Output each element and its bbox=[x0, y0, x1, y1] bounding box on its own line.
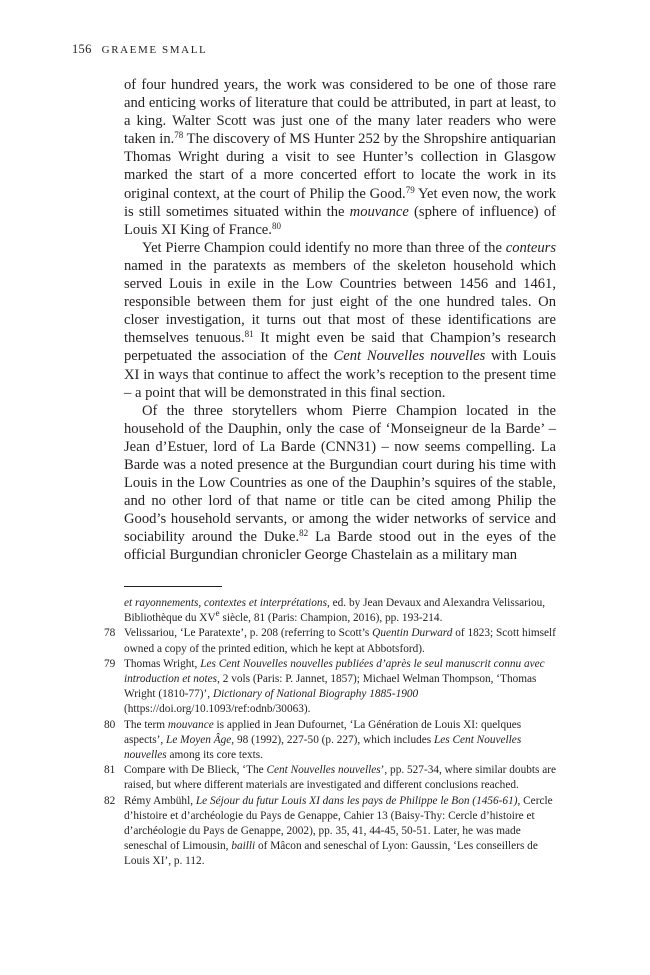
text-run: Yet even now, the work is still sometimes situated within the bbox=[124, 185, 557, 220]
paragraph-3 bbox=[124, 402, 556, 565]
paragraph-2 bbox=[124, 239, 556, 402]
doi-link[interactable]: (https://doi.org/10.1093/ref:odnb/30063). bbox=[124, 703, 311, 716]
text-run: Rémy Ambühl, bbox=[124, 794, 196, 807]
italic-term: bailli bbox=[231, 840, 256, 853]
footnote-ref-79[interactable]: 79 bbox=[405, 184, 415, 195]
footnote-78 bbox=[104, 626, 558, 656]
text-run: The discovery of MS Hunter 252 by the Shropshire antiquarian Thomas Wright during a visit to see Hunter’s collection in Glasgow marked the start of a more concerted effort to locate the work in its original context, at the court of Philip the Good. bbox=[124, 131, 556, 202]
italic-title: Cent Nouvelles nouvelles bbox=[333, 348, 486, 365]
footnote-ref-80[interactable]: 80 bbox=[271, 220, 281, 231]
footnote-ref-81[interactable]: 81 bbox=[244, 329, 254, 340]
running-head bbox=[72, 42, 207, 57]
italic-term: conteurs bbox=[505, 239, 556, 256]
footnote-80 bbox=[104, 718, 558, 764]
text-run: of Mâcon and seneschal of Lyon: Gaussin, ‘Les conseillers de Louis XI’, p. 112. bbox=[124, 840, 538, 868]
text-run: Thomas Wright, bbox=[124, 657, 201, 670]
paragraph-1 bbox=[124, 76, 556, 239]
footnote-rule bbox=[124, 586, 222, 587]
footnote-number: 82 bbox=[104, 794, 116, 807]
text-run: siècle, 81 (Paris: Champion, 2016), pp. 193-214. bbox=[219, 612, 443, 625]
superscript: e bbox=[215, 608, 220, 619]
text-run: Of the three storytellers whom Pierre Champion located in the household of the Dauphin, only the case of ‘Monseigneur de la Barde’ – Jean d’Estuer, lord of La Barde (CNN31) – now seems compelling. La Barde was a noted presence at the Burgundian court during his time with Louis in the Low Countries as one of the Dauphin’s squires of the stable, and no other lord of that name or title can be cited among Philip the Good’s household servants, or among the wider networks of service and sociability around the Duke. bbox=[124, 402, 556, 546]
footnote-number: 81 bbox=[104, 764, 116, 777]
italic-title: Les Cent Nouvelles nouvelles bbox=[124, 733, 522, 762]
italic-title: Quentin Durward bbox=[372, 627, 453, 640]
text-run: , Cercle d’histoire et d’archéologie du Pays de Genappe, Cahier 13 (Baisy-Thy: Cercle d’histoire et d’archéologie du Pays de Genappe, 2002), pp. 35, 41, 44-45, 50-51. Later, he was made seneschal of Limousin, bbox=[124, 794, 553, 853]
body-text bbox=[124, 76, 556, 565]
text-run: Yet Pierre Champion could identify no more than three of the bbox=[142, 239, 506, 256]
page-number: 156 bbox=[72, 42, 92, 56]
italic-term: mouvance bbox=[167, 718, 214, 731]
text-run: among its core texts. bbox=[166, 749, 263, 762]
footnote-82 bbox=[104, 794, 558, 870]
italic-title: Les Cent Nouvelles nouvelles publiées d’après le seul manuscrit connu avec introduction et notes bbox=[124, 657, 545, 686]
footnote-81 bbox=[104, 763, 558, 793]
italic-title: Le Moyen Âge bbox=[166, 733, 232, 746]
italic-title: Le Séjour du futur Louis XI dans les pays de Philippe le Bon (1456-61) bbox=[195, 794, 518, 807]
italic-title: Dictionary of National Biography 1885-1900 bbox=[212, 688, 419, 701]
text-run: , ed. by Jean Devaux and Alexandra Velissariou, Bibliothèque du XV bbox=[124, 597, 546, 625]
footnote-ref-82[interactable]: 82 bbox=[299, 528, 309, 539]
text-run: (sphere of influence) of Louis XI King of France. bbox=[124, 203, 556, 238]
text-run: named in the paratexts as members of the skeleton household which served Louis in exile in the Low Countries between 1456 and 1461, responsible between them for just eight of the one hundred tales. On closer investigation, it turns out that most of these identifications are themselves tenuous. bbox=[124, 257, 556, 347]
footnote-ref-78[interactable]: 78 bbox=[174, 130, 184, 141]
text-run: , 98 (1992), 227-50 (p. 227), which includes bbox=[231, 733, 434, 746]
text-run: The term bbox=[124, 718, 168, 731]
text-run: , 2 vols (Paris: P. Jannet, 1857); Michael Welman Thompson, ‘Thomas Wright (1810-77)’, bbox=[124, 673, 537, 701]
italic-title: Cent Nouvelles nouvelles bbox=[266, 764, 381, 777]
footnote-79 bbox=[104, 657, 558, 718]
text-run: It might even be said that Champion’s research perpetuated the association of the bbox=[124, 330, 556, 365]
text-run: ’, pp. 527-34, where similar doubts are raised, but where different materials are investigated and different conclusions reached. bbox=[124, 764, 557, 792]
italic-term: mouvance bbox=[349, 203, 409, 220]
footnote-number: 80 bbox=[104, 718, 116, 731]
running-head-author: GRAEME SMALL bbox=[101, 44, 208, 56]
text-run: of 1823; Scott himself owned a copy of the printed edition, which he kept at Abbotsford). bbox=[124, 627, 556, 655]
italic-title: et rayonnements, contextes et interprétations bbox=[124, 597, 327, 609]
text-run: Compare with De Blieck, ‘The bbox=[124, 764, 267, 777]
footnote-number: 78 bbox=[104, 627, 116, 640]
text-run: is applied in Jean Dufournet, ‘La Génération de Louis XI: quelques aspects’, bbox=[124, 718, 522, 746]
footnotes bbox=[104, 596, 558, 870]
footnote-continuation bbox=[104, 596, 558, 626]
footnote-number: 79 bbox=[104, 657, 116, 670]
text-run: of four hundred years, the work was considered to be one of those rare and enticing works of literature that could be attributed, in part at least, to a king. Walter Scott was just one of the many later readers who were taken in. bbox=[124, 77, 556, 148]
text-run: Velissariou, ‘Le Paratexte’, p. 208 (referring to Scott’s bbox=[124, 627, 373, 640]
text-run: La Barde stood out in the eyes of the official Burgundian chronicler George Chastelain as a military man bbox=[124, 529, 556, 564]
text-run: with Louis XI in ways that continue to affect the work’s reception to the present time – a point that will be demonstrated in this final section. bbox=[124, 348, 557, 401]
